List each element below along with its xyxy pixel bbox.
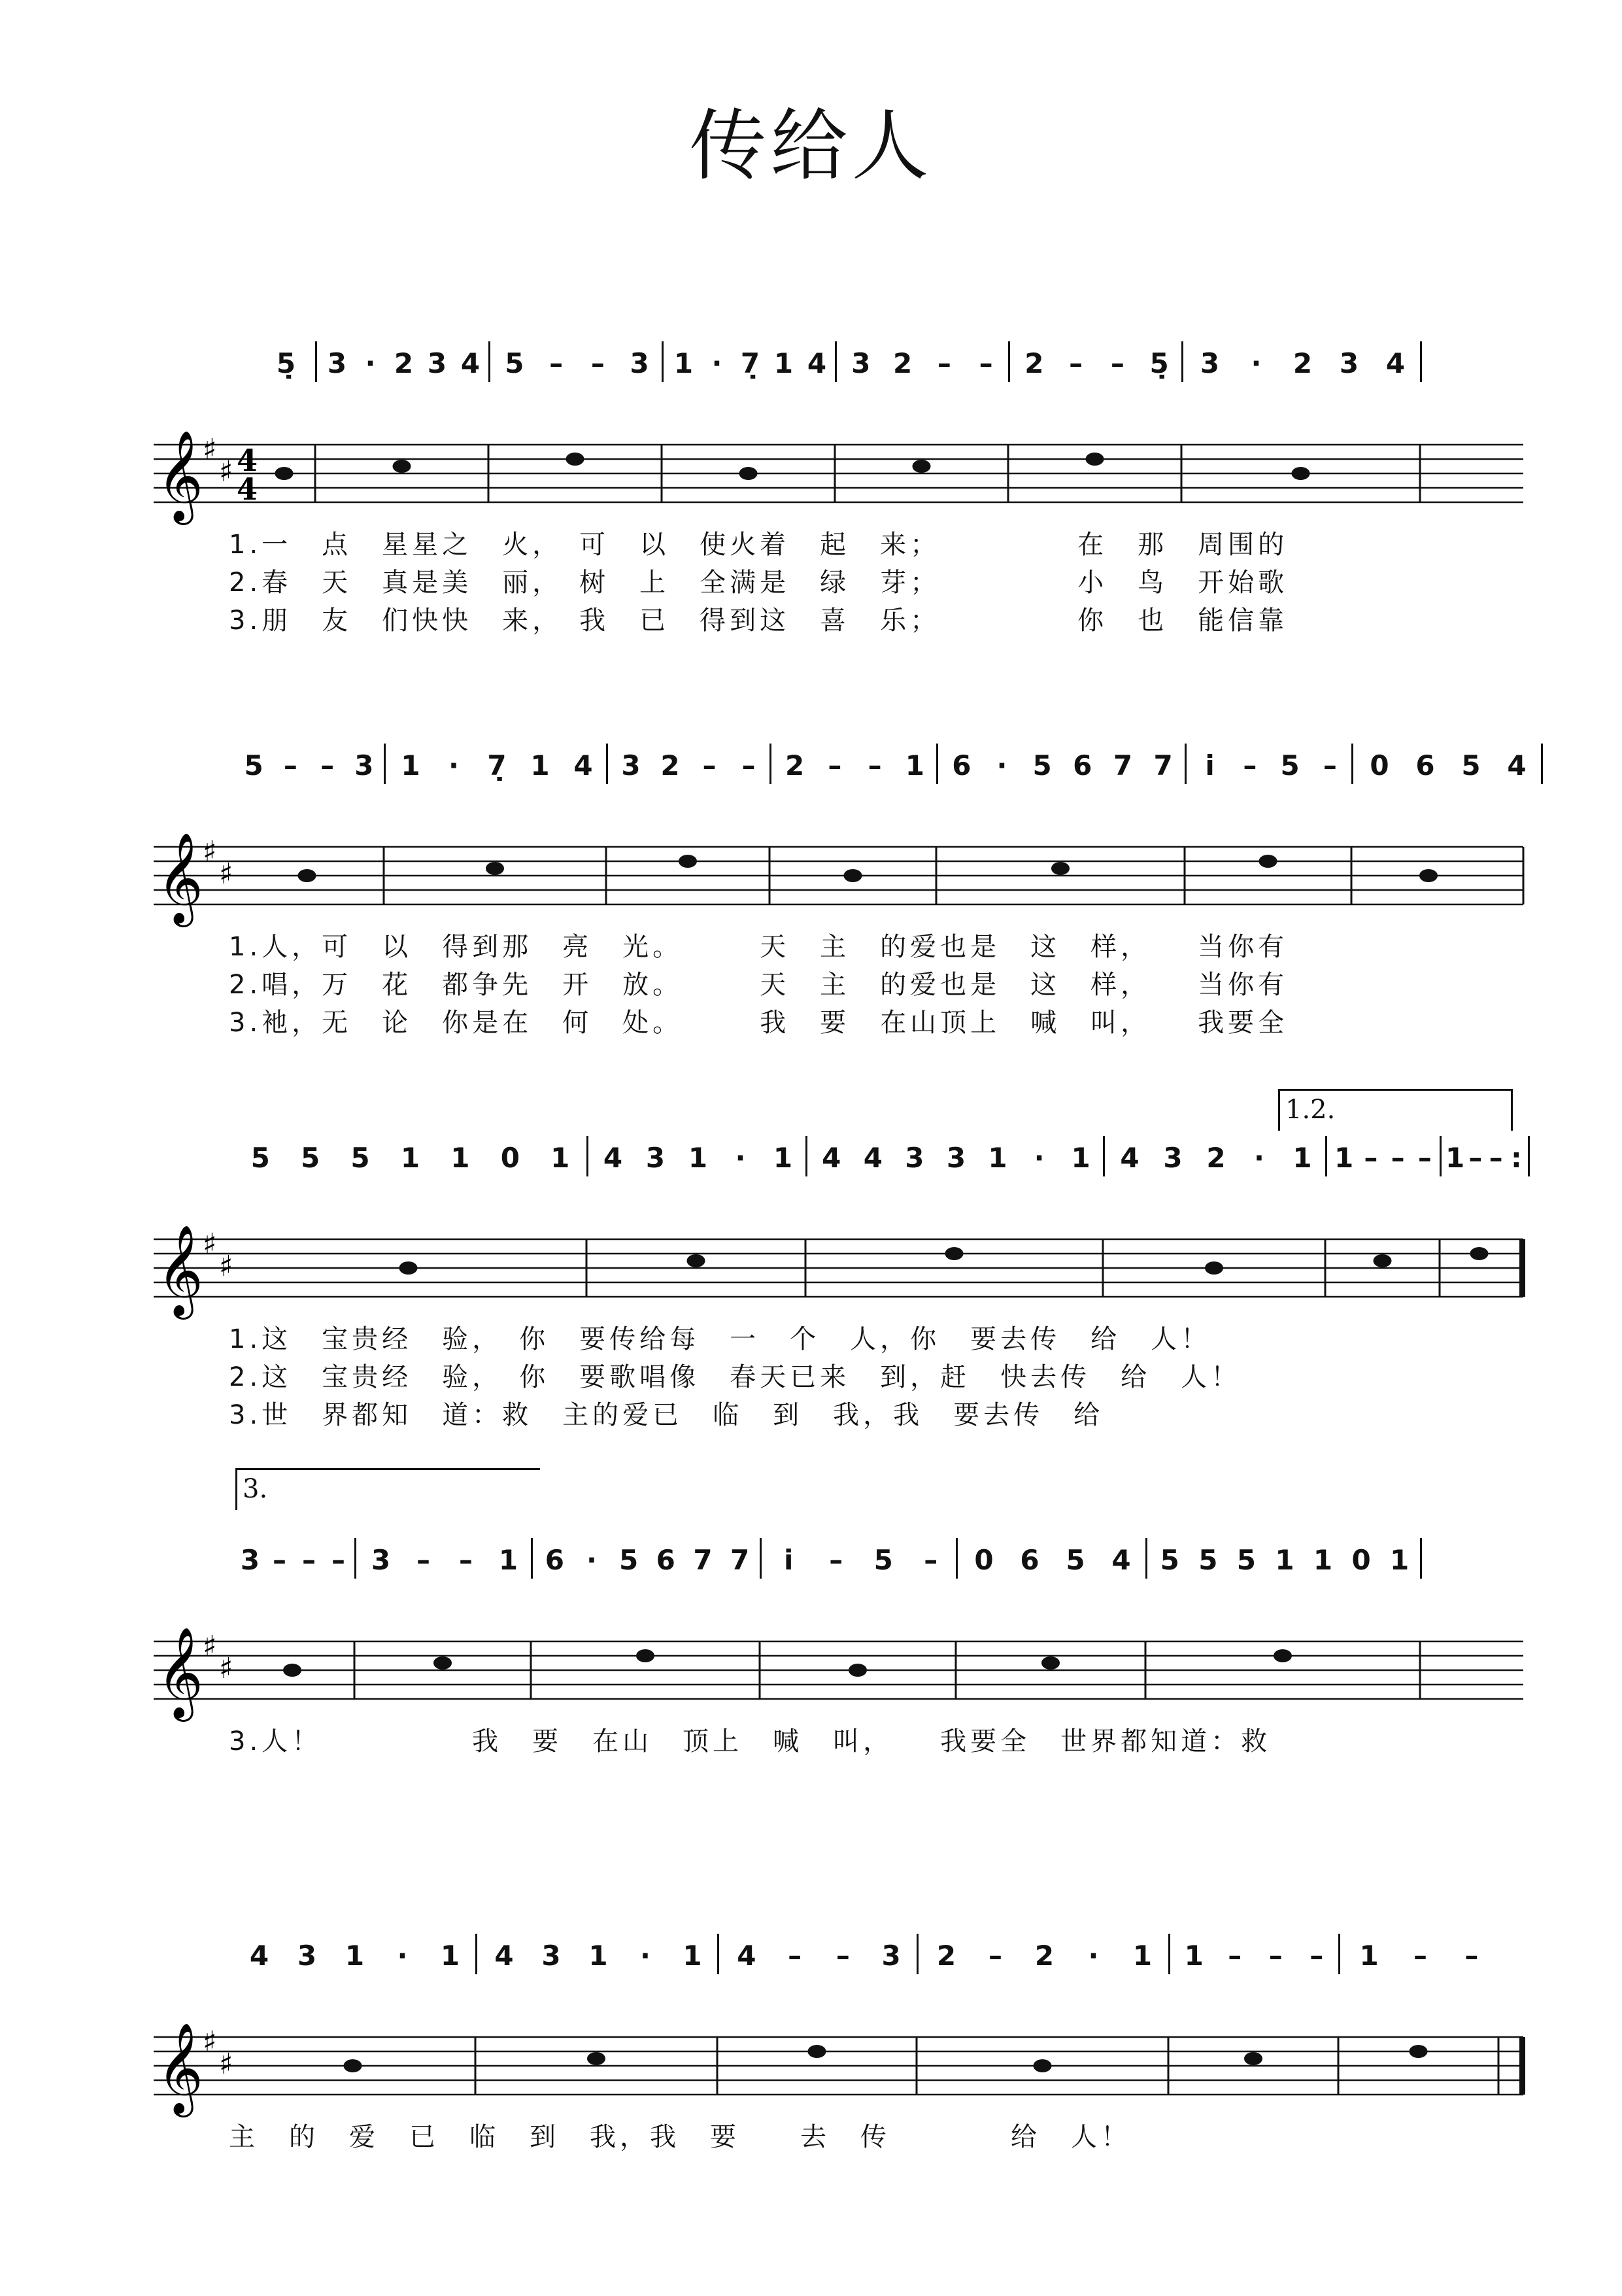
jianpu-note: 1 — [1334, 1142, 1354, 1174]
jianpu-note: – — [868, 749, 882, 781]
jianpu-note: 1 — [401, 749, 420, 781]
jianpu-note: 1 — [400, 1142, 420, 1174]
jianpu-note: · — [640, 1940, 650, 1972]
jianpu-note: 5 — [1160, 1544, 1179, 1576]
lyric-line: 1.这 宝贵经 验， 你 要传给每 一 个 人，你 要去传 给 人！ — [229, 1324, 1211, 1354]
jianpu-note: 5 — [1032, 749, 1052, 781]
jianpu-note: 1 — [683, 1940, 702, 1972]
jianpu-note: – — [1391, 1142, 1405, 1174]
jianpu-note: 1 — [1071, 1142, 1090, 1174]
jianpu-note: 3 — [645, 1142, 666, 1174]
jianpu-note: 0 — [1351, 1544, 1371, 1576]
treble-clef-icon: 𝄞 — [157, 430, 203, 521]
sharp-icon: ♯ — [203, 1630, 217, 1663]
jianpu-note: 2 — [1034, 1940, 1055, 1972]
jianpu-note: 3 — [1200, 347, 1220, 379]
jianpu-note: 5̣ — [1149, 347, 1169, 379]
jianpu-note: – — [1468, 1142, 1483, 1174]
jianpu-note: 7 — [1153, 749, 1173, 781]
jianpu-note: 3 — [240, 1544, 260, 1576]
sharp-icon: ♯ — [219, 1250, 233, 1283]
jianpu-note: 2 — [394, 347, 414, 379]
jianpu-note: 5̣ — [276, 347, 296, 379]
jianpu-note: 3 — [354, 749, 374, 781]
lyric-line: 3.朋 友 们快快 来， 我 已 得到这 喜 乐； 你 也 能信靠 — [229, 605, 1289, 636]
jianpu-note: i̇ — [784, 1544, 794, 1576]
jianpu-note: – — [741, 749, 756, 781]
volta-bracket: 1.2. — [1278, 1089, 1513, 1131]
jianpu-note: 5 — [250, 1142, 270, 1174]
jianpu-note: – — [937, 347, 951, 379]
jianpu-note: – — [1243, 749, 1257, 781]
jianpu-note: 1 — [688, 1142, 708, 1174]
jianpu-note: – — [924, 1544, 938, 1576]
jianpu-note: – — [829, 1544, 843, 1576]
jianpu-note: 1 — [550, 1142, 570, 1174]
jianpu-note: 5 — [873, 1544, 893, 1576]
jianpu-note: 1 — [450, 1142, 470, 1174]
final-barline — [1519, 2037, 1525, 2095]
jianpu-note: – — [788, 1940, 802, 1972]
lyric-line: 2.这 宝贵经 验， 你 要歌唱像 春天已来 到，赶 快去传 给 人！ — [229, 1362, 1242, 1392]
jianpu-note: 0 — [500, 1142, 520, 1174]
jianpu-note: – — [1110, 347, 1124, 379]
jianpu-note: 5 — [505, 347, 524, 379]
jianpu-note: 2 — [660, 749, 680, 781]
note-head — [587, 2052, 605, 2065]
jianpu-note: 3 — [371, 1544, 391, 1576]
time-signature-digit: 4 — [237, 443, 258, 478]
jianpu-note: 1 — [773, 1142, 793, 1174]
jianpu-note: – — [836, 1940, 850, 1972]
jianpu-note: – — [549, 347, 564, 379]
jianpu-note: 1 — [498, 1544, 518, 1576]
jianpu-note: 2 — [1024, 347, 1044, 379]
jianpu-note: 0 — [974, 1544, 994, 1576]
sharp-icon: ♯ — [203, 2025, 217, 2059]
jianpu-note: – — [702, 749, 717, 781]
jianpu-note: 1 — [773, 347, 794, 379]
jianpu-note: 4 — [249, 1940, 269, 1972]
jianpu-note: – — [590, 347, 605, 379]
jianpu-note: 4 — [822, 1142, 841, 1174]
note-head — [1244, 2052, 1262, 2065]
jianpu-note: 6 — [656, 1544, 675, 1576]
jianpu-note: – — [1417, 1142, 1432, 1174]
note-head — [344, 2059, 362, 2072]
jianpu-note: 3 — [297, 1940, 317, 1972]
jianpu-note: 1 — [1359, 1940, 1379, 1972]
note-head — [1034, 2059, 1052, 2072]
jianpu-note: 2 — [1293, 347, 1313, 379]
lyric-line: 3.世 界都知 道：救 主的爱已 临 到 我，我 要去传 给 — [229, 1399, 1104, 1430]
jianpu-note: – — [1413, 1940, 1427, 1972]
jianpu-note: 1 — [1390, 1544, 1410, 1576]
jianpu-note: – — [459, 1544, 473, 1576]
jianpu-note: 6 — [545, 1544, 564, 1576]
jianpu-note: 3 — [1163, 1142, 1183, 1174]
jianpu-note: 5 — [1280, 749, 1300, 781]
jianpu-note: 7 — [693, 1544, 713, 1576]
jianpu-note: 4 — [1507, 749, 1527, 781]
jianpu-note: 7̣ — [740, 347, 760, 379]
jianpu-note: 3 — [327, 347, 347, 379]
jianpu-note: i̇ — [1205, 749, 1215, 781]
note-head — [808, 2045, 826, 2058]
jianpu-note: – — [1309, 1940, 1324, 1972]
lyric-line: 1.一 点 星星之 火， 可 以 使火着 起 来； 在 那 周围的 — [229, 529, 1289, 560]
jianpu-note: 5 — [301, 1142, 320, 1174]
jianpu-note: – — [283, 749, 297, 781]
song-title: 传给人 — [689, 101, 933, 191]
treble-clef-icon: 𝄞 — [157, 832, 203, 923]
jianpu-note: 4 — [737, 1940, 756, 1972]
jianpu-note: 3 — [881, 1940, 901, 1972]
jianpu-note: · — [397, 1940, 408, 1972]
jianpu-note: 5 — [1066, 1544, 1085, 1576]
jianpu-note: – — [1268, 1940, 1283, 1972]
jianpu-note: · — [735, 1142, 746, 1174]
jianpu-note: – — [1228, 1940, 1242, 1972]
sharp-icon: ♯ — [203, 433, 217, 466]
jianpu-note: 5 — [244, 749, 263, 781]
jianpu-note: · — [586, 1544, 597, 1576]
jianpu-note: · — [1088, 1940, 1099, 1972]
jianpu-note: 1 — [345, 1940, 365, 1972]
jianpu-note: 4 — [1111, 1544, 1131, 1576]
jianpu-note: 1 — [988, 1142, 1007, 1174]
jianpu-note: – — [979, 347, 993, 379]
jianpu-note: 1 — [530, 749, 550, 781]
jianpu-note: 1 — [1313, 1544, 1333, 1576]
jianpu-note: – — [416, 1544, 430, 1576]
jianpu-note: · — [711, 347, 722, 379]
sharp-icon: ♯ — [219, 455, 233, 488]
jianpu-note: · — [1034, 1142, 1045, 1174]
jianpu-note: 5 — [1461, 749, 1481, 781]
treble-clef-icon: 𝄞 — [157, 2023, 203, 2114]
lyric-line: 3.人！ 我 要 在山 顶上 喊 叫， 我要全 世界都知道：救 — [229, 1726, 1272, 1756]
jianpu-note: 1 — [588, 1940, 608, 1972]
jianpu-note: 2 — [1206, 1142, 1226, 1174]
jianpu-note: – — [273, 1544, 286, 1576]
volta-bracket: 3. — [235, 1468, 540, 1510]
jianpu-note: 4 — [863, 1142, 883, 1174]
jianpu-note: · — [448, 749, 459, 781]
jianpu-note: 1 — [1184, 1940, 1204, 1972]
jianpu-note: 4 — [494, 1940, 514, 1972]
jianpu-note: 5 — [1198, 1544, 1218, 1576]
jianpu-note: 4 — [603, 1142, 623, 1174]
jianpu-note: – — [331, 1544, 345, 1576]
jianpu-note: 5 — [1236, 1544, 1257, 1576]
jianpu-note: 3 — [630, 347, 649, 379]
sharp-icon: ♯ — [219, 857, 233, 891]
jianpu-note: 1 — [1445, 1142, 1465, 1174]
sharp-icon: ♯ — [219, 1652, 233, 1685]
jianpu-note: 3 — [851, 347, 871, 379]
jianpu-note: 6 — [1073, 749, 1092, 781]
treble-clef-icon: 𝄞 — [157, 1627, 203, 1718]
note-head — [1410, 2045, 1428, 2058]
jianpu-note: : — [1510, 1142, 1522, 1174]
jianpu-note: · — [365, 347, 376, 379]
jianpu-note: 1 — [440, 1940, 460, 1972]
jianpu-note: 1 — [1275, 1544, 1294, 1576]
jianpu-note: 2 — [936, 1940, 956, 1972]
jianpu-note: 4 — [460, 347, 481, 379]
time-signature-digit: 4 — [237, 471, 258, 507]
jianpu-note: 4 — [573, 749, 593, 781]
jianpu-note: 7 — [1113, 749, 1133, 781]
jianpu-note: 3 — [905, 1142, 924, 1174]
jianpu-note: · — [996, 749, 1007, 781]
jianpu-note: · — [1254, 1142, 1264, 1174]
lyric-line: 2.春 天 真是美 丽， 树 上 全满是 绿 芽； 小 鸟 开始歌 — [229, 567, 1289, 598]
sharp-icon: ♯ — [203, 1227, 217, 1261]
jianpu-note: 3 — [541, 1940, 561, 1972]
jianpu-note: 1 — [905, 749, 924, 781]
jianpu-note: 6 — [1020, 1544, 1039, 1576]
jianpu-note: 3 — [946, 1142, 966, 1174]
jianpu-note: 3 — [621, 749, 641, 781]
jianpu-note: 4 — [1120, 1142, 1140, 1174]
treble-clef-icon: 𝄞 — [157, 1225, 203, 1316]
jianpu-note: 1 — [673, 347, 694, 379]
jianpu-note: – — [1069, 347, 1083, 379]
jianpu-note: 1 — [1293, 1142, 1312, 1174]
lyric-line: 3.衪，无 论 你是在 何 处。 我 要 在山顶上 喊 叫， 我要全 — [229, 1007, 1289, 1038]
jianpu-note: – — [1464, 1940, 1479, 1972]
jianpu-note: – — [1489, 1142, 1503, 1174]
jianpu-note: 6 — [1415, 749, 1435, 781]
jianpu-note: 3 — [1339, 347, 1359, 379]
jianpu-note: 6 — [952, 749, 972, 781]
lyric-line: 1.人，可 以 得到那 亮 光。 天 主 的爱也是 这 样， 当你有 — [229, 931, 1289, 962]
jianpu-note: 4 — [1385, 347, 1406, 379]
jianpu-note: 7 — [730, 1544, 750, 1576]
jianpu-note: – — [302, 1544, 316, 1576]
jianpu-note: – — [320, 749, 335, 781]
jianpu-note: – — [1364, 1142, 1378, 1174]
jianpu-note: – — [988, 1940, 1002, 1972]
jianpu-note: 3 — [427, 347, 447, 379]
jianpu-note: 5 — [619, 1544, 639, 1576]
jianpu-note: – — [1323, 749, 1337, 781]
sharp-icon: ♯ — [203, 835, 217, 868]
jianpu-note: 0 — [1370, 749, 1389, 781]
jianpu-note: 7̣ — [487, 749, 507, 781]
sharp-icon: ♯ — [219, 2048, 233, 2081]
jianpu-note: 1 — [1132, 1940, 1153, 1972]
jianpu-note: 5 — [350, 1142, 370, 1174]
jianpu-note: 2 — [785, 749, 805, 781]
lyric-line: 主 的 爱 已 临 到 我，我 要 去 传 给 人！ — [229, 2121, 1131, 2152]
jianpu-note: – — [828, 749, 842, 781]
lyric-line: 2.唱，万 花 都争先 开 放。 天 主 的爱也是 这 样， 当你有 — [229, 969, 1289, 1000]
jianpu-note: · — [1251, 347, 1262, 379]
jianpu-note: 4 — [807, 347, 827, 379]
jianpu-note: 2 — [893, 347, 913, 379]
